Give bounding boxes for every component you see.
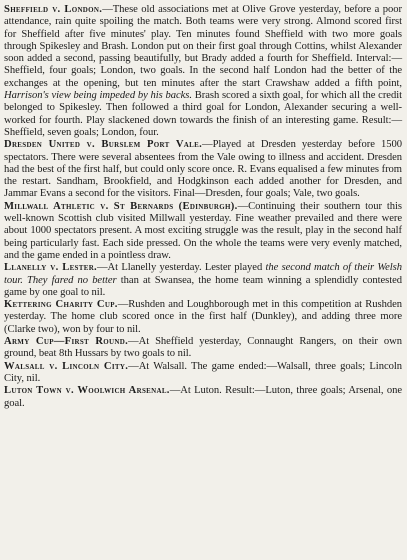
report-body: —Continuing their southern tour this well-known Scottish club visited Millwall yesterday. Fine weather prevailed and there were about 1000 spectators present. A most exciting struggle was the result, play in the second half being particularly fast. Each side pressed. On the whole the teams were very evenly matched, and the game ended in a pointless draw. (4, 200, 402, 261)
report-heading: Dresden United v. Burslem Port Vale. (4, 139, 203, 151)
report-body: —At Walsall. The game ended:—Walsall, three goals; Lincoln City, nil. (4, 360, 402, 384)
report-sheffield-london (4, 4, 402, 139)
report-body: —Rushden and Loughborough met in this competition at Rushden yesterday. The home club scored once in the first half (Dunkley), and adding three more (Clarke two), won by four to nil. (4, 299, 402, 335)
report-millwall-st-bernards (4, 201, 402, 262)
report-body: —These old associations met at Olive Grove yesterday, before a poor attendance, rain quite spoiling the match. Both teams were very strong. Almond scored first for Sheffield after five minutes' play. Ten minutes found Sheffield with two more goals through Spikesley and Brash. London put on their first goal through Cottins, whilst Alexander soon added a second, passing beautifully, but Brady added a fourth for Sheffield. Interval:—Sheffield, four goals; London, two goals. In the second half London had the better of the exchanges at the opening, but ten minutes after the start Crawshaw added a fifth point, (4, 4, 402, 89)
report-heading: Sheffield v. London. (4, 4, 103, 15)
report-heading: Luton Town v. Woolwich Arsenal. (4, 385, 170, 397)
report-body: —At Luton. Result:—Luton, three goals; Arsenal, one goal. (4, 385, 403, 409)
report-italic: the second match of their Welsh tour. They fared no better (4, 262, 403, 286)
report-heading: Millwall Athletic v. St Bernards (Edinburgh). (4, 200, 238, 212)
report-walsall-lincoln (4, 361, 402, 386)
report-heading: Army Cup—First Round. (4, 336, 129, 348)
report-heading: Kettering Charity Cup. (4, 299, 118, 311)
report-army-cup (4, 336, 402, 361)
report-llanelly-lester (4, 262, 402, 299)
report-body: —Played at Dresden yesterday before 1500 spectators. There were several absentees from the Vale owing to illness and accident. Dresden had the best of the first half, but could only score once. R. Evans equalised a few minutes from the restart. Sandham, Brookfield, and Hodgkinson each added another for Dresden, and Jammar Evans a second for the visitors. Final—Dresden, four goals; Vale, two goals. (4, 139, 402, 200)
report-body: —At Sheffield yesterday, Connaught Rangers, on their own ground, beat 8th Hussars by two goals to nil. (4, 336, 402, 360)
report-dresden-burslem (4, 139, 402, 200)
report-heading: Llanelly v. Lester. (4, 262, 97, 274)
report-heading: Walsall v. Lincoln City. (4, 360, 129, 372)
report-tail: Brash scored a sixth goal, for which all the credit belonged to Spikesley. Then followed a third goal for London, Alexander securing a well-worked for fourth. Play slackened down towards the finish of an interesting game. Result:—Sheffield, seven goals; London, four. (4, 90, 402, 138)
report-luton-woolwich (4, 385, 402, 410)
report-italic: Harrison's view being impeded by his backs. (4, 90, 192, 102)
report-tail: than at Swansea, the home team winning a splendidly contested game by one goal to nil. (4, 274, 403, 298)
report-body: —At Llanelly yesterday. Lester played (97, 262, 266, 274)
report-kettering-charity-cup (4, 299, 402, 336)
